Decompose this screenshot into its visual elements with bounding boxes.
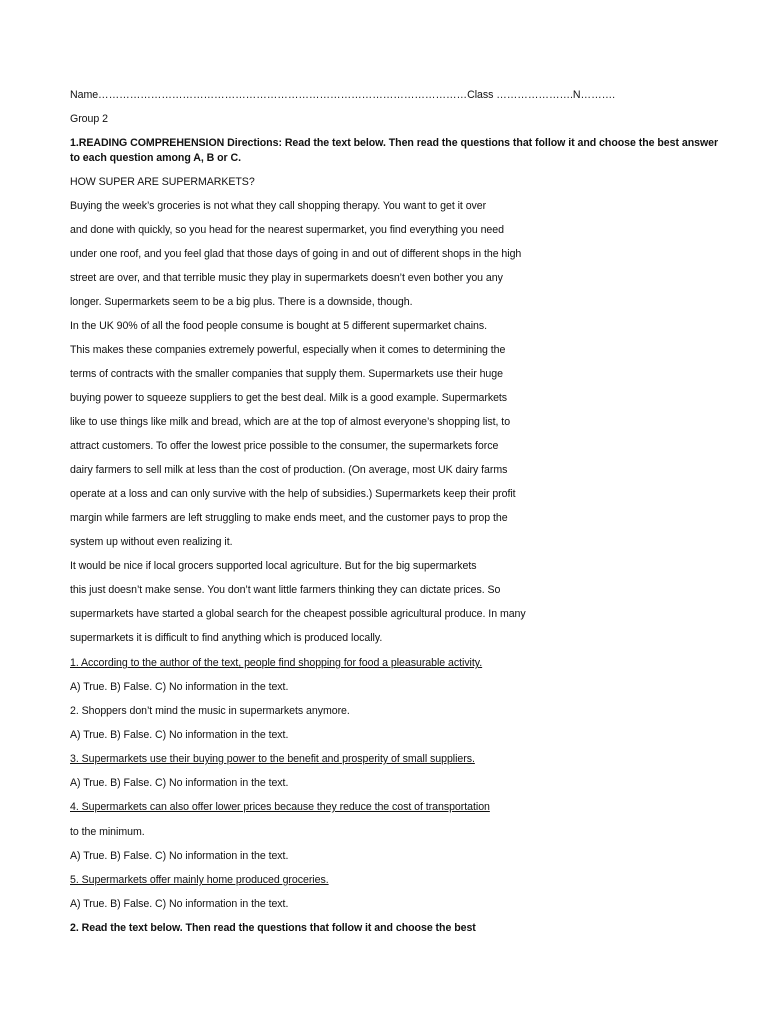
text-line: system up without even realizing it. bbox=[70, 536, 233, 548]
question-3: 3. Supermarkets use their buying power to the benefit and prosperity of small suppliers. bbox=[70, 753, 475, 765]
answer-options-5: A) True. B) False. C) No information in the text. bbox=[70, 898, 289, 910]
answer-options-4: A) True. B) False. C) No information in the text. bbox=[70, 850, 289, 862]
question-1: 1. According to the author of the text, people find shopping for food a pleasurable activity. bbox=[70, 657, 483, 669]
reading-title: HOW SUPER ARE SUPERMARKETS? bbox=[70, 176, 255, 188]
text-line: margin while farmers are left struggling to make ends meet, and the customer pays to prop the bbox=[70, 512, 508, 524]
group-label: Group 2 bbox=[70, 113, 108, 125]
text-line: under one roof, and you feel glad that those days of going in and out of different shops in the high bbox=[70, 248, 522, 260]
question-4: 4. Supermarkets can also offer lower prices because they reduce the cost of transportation bbox=[70, 801, 490, 813]
question-5: 5. Supermarkets offer mainly home produced groceries. bbox=[70, 874, 329, 886]
question-2: 2. Shoppers don’t mind the music in supermarkets anymore. bbox=[70, 705, 350, 717]
text-line: attract customers. To offer the lowest price possible to the consumer, the supermarkets force bbox=[70, 440, 499, 452]
text-line: dairy farmers to sell milk at less than the cost of production. (On average, most UK dairy farms bbox=[70, 464, 508, 476]
section1-directions-line1: 1.READING COMPREHENSION Directions: Read the text below. Then read the questions that follow it and choose the best answer bbox=[70, 137, 719, 149]
text-line: and done with quickly, so you head for the nearest supermarket, you find everything you need bbox=[70, 224, 504, 236]
text-line: like to use things like milk and bread, which are at the top of almost everyone’s shopping list, to bbox=[70, 416, 511, 428]
answer-options-1: A) True. B) False. C) No information in the text. bbox=[70, 681, 289, 693]
text-line: longer. Supermarkets seem to be a big plus. There is a downside, though. bbox=[70, 296, 413, 308]
name-class-line: Name……………………………………………………………………………………………Class ………………….N………. bbox=[70, 89, 616, 101]
text-line: supermarkets it is difficult to find anything which is produced locally. bbox=[70, 632, 383, 644]
text-line: In the UK 90% of all the food people consume is bought at 5 different supermarket chains. bbox=[70, 320, 488, 332]
text-line: this just doesn’t make sense. You don’t want little farmers thinking they can dictate prices. So bbox=[70, 584, 501, 596]
text-line: street are over, and that terrible music they play in supermarkets doesn’t even bother you any bbox=[70, 272, 503, 284]
text-line: supermarkets have started a global search for the cheapest possible agricultural produce. In many bbox=[70, 608, 526, 620]
answer-options-3: A) True. B) False. C) No information in the text. bbox=[70, 777, 289, 789]
text-line: operate at a loss and can only survive with the help of subsidies.) Supermarkets keep their profit bbox=[70, 488, 516, 500]
text-line: This makes these companies extremely powerful, especially when it comes to determining the bbox=[70, 344, 506, 356]
text-line: It would be nice if local grocers supported local agriculture. But for the big supermarkets bbox=[70, 560, 477, 572]
text-line: buying power to squeeze suppliers to get the best deal. Milk is a good example. Supermarkets bbox=[70, 392, 508, 404]
answer-options-2: A) True. B) False. C) No information in the text. bbox=[70, 729, 289, 741]
question-4-continued: to the minimum. bbox=[70, 826, 145, 838]
text-line: terms of contracts with the smaller companies that supply them. Supermarkets use their huge bbox=[70, 368, 503, 380]
section2-directions: 2. Read the text below. Then read the questions that follow it and choose the best bbox=[70, 922, 476, 934]
section1-directions-line2: to each question among A, B or C. bbox=[70, 152, 242, 164]
text-line: Buying the week’s groceries is not what they call shopping therapy. You want to get it over bbox=[70, 200, 487, 212]
